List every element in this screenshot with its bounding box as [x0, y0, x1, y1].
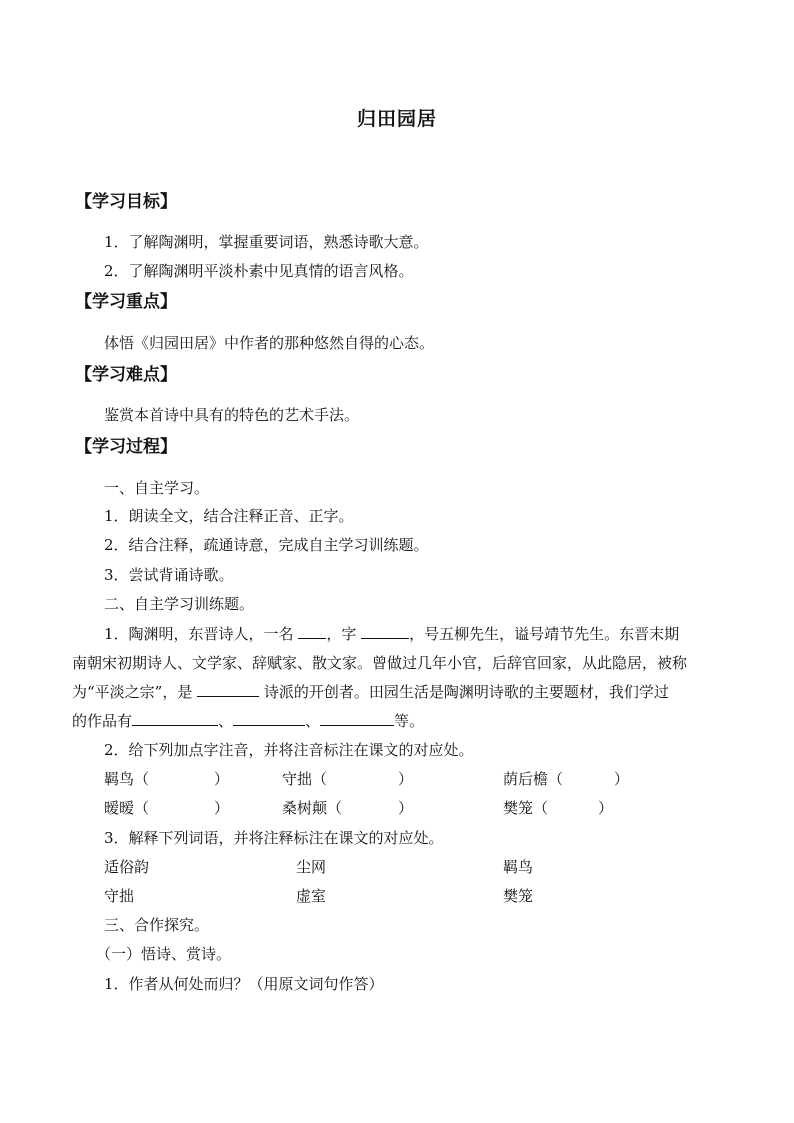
- section-2-title: 二、自主学习训练题。: [104, 595, 255, 613]
- q2-row-1-b-open: 守拙（: [282, 770, 328, 788]
- q1-text-f: 的作品有: [72, 712, 133, 730]
- q2-row-1-a-close: ）: [214, 770, 230, 788]
- q1-line-3: [72, 682, 669, 702]
- q1-blank-courtesy-name[interactable]: [361, 624, 409, 639]
- q1-sep-2: 、: [305, 712, 321, 730]
- difficulty-heading: 【学习难点】: [75, 365, 177, 385]
- section-3-title: 三、合作探究。: [104, 916, 210, 934]
- q1-blank-alias[interactable]: [298, 624, 326, 639]
- q3-term: 樊笼: [503, 887, 534, 905]
- q3-term: 守拙: [104, 887, 135, 905]
- q1-text-end: 等。: [394, 712, 425, 730]
- goal-item-1: 1．了解陶渊明，掌握重要词语，熟悉诗歌大意。: [104, 233, 429, 251]
- q1-text-b: ，字: [326, 625, 357, 643]
- focus-heading: 【学习重点】: [75, 292, 177, 312]
- q1-blank-work-1[interactable]: [132, 711, 218, 726]
- section-1-item-2: 2．结合注释，疏通诗意，完成自主学习训练题。: [104, 536, 429, 554]
- page-title: 归田园居: [356, 108, 437, 130]
- q2-row-2-c-close: ）: [598, 799, 614, 817]
- q2-row-1-a-open: 羁鸟（: [104, 770, 150, 788]
- section-3-subtitle: （一）悟诗、赏诗。: [96, 945, 232, 963]
- q3-term: 羁鸟: [503, 858, 534, 876]
- q3-term: 适俗韵: [104, 858, 150, 876]
- focus-text: 体悟《归园田居》中作者的那种悠然自得的心态。: [104, 334, 435, 352]
- q1-line-4: [72, 711, 424, 731]
- q1-blank-school[interactable]: [197, 682, 259, 697]
- q3-prompt: 3．解释下列词语，并将注释标注在课文的对应处。: [104, 829, 444, 847]
- q2-row-1-b-close: ）: [398, 770, 414, 788]
- q2-row-2-a-open: 暧暧（: [104, 799, 150, 817]
- q2-row-2-a-close: ）: [214, 799, 230, 817]
- q1-text-c: ，号五柳先生，谥号靖节先生。东晋末期: [409, 625, 680, 643]
- q2-row-2-c-open: 樊笼（: [503, 799, 549, 817]
- q1-sep-1: 、: [218, 712, 234, 730]
- q1-line-1: [104, 624, 679, 644]
- section-1-item-1: 1．朗读全文，结合注释正音、正字。: [104, 507, 354, 525]
- q2-prompt: 2．给下列加点字注音，并将注音标注在课文的对应处。: [104, 741, 474, 759]
- q3-term: 虚室: [296, 887, 327, 905]
- difficulty-text: 鉴赏本首诗中具有的特色的艺术手法。: [104, 406, 360, 424]
- q1-blank-work-2[interactable]: [233, 711, 305, 726]
- q2-row-2-b-open: 桑树颠（: [282, 799, 343, 817]
- section-1-title: 一、自主学习。: [104, 479, 210, 497]
- process-heading: 【学习过程】: [75, 437, 177, 457]
- q2-row-1-c-close: ）: [614, 770, 630, 788]
- q1-text-a: 1．陶渊明，东晋诗人，一名: [104, 625, 294, 643]
- section-3-question-1: 1．作者从何处而归？（用原文词句作答）: [104, 975, 384, 993]
- goal-item-2: 2．了解陶渊明平淡朴素中见真情的语言风格。: [104, 262, 414, 280]
- q2-row-1-c-open: 荫后檐（: [503, 770, 564, 788]
- q2-row-2-b-close: ）: [398, 799, 414, 817]
- section-1-item-3: 3．尝试背诵诗歌。: [104, 566, 234, 584]
- q1-text-e: 诗派的开创者。田园生活是陶渊明诗歌的主要题材，我们学过: [263, 683, 669, 701]
- q1-text-d: 为“平淡之宗”，是: [72, 683, 193, 701]
- q1-line-2: 南朝宋初期诗人、文学家、辞赋家、散文家。曾做过几年小官，后辞官回家，从此隐居，被称: [72, 654, 688, 672]
- goals-heading: 【学习目标】: [75, 192, 177, 212]
- q3-term: 尘网: [296, 858, 327, 876]
- q1-blank-work-3[interactable]: [320, 711, 394, 726]
